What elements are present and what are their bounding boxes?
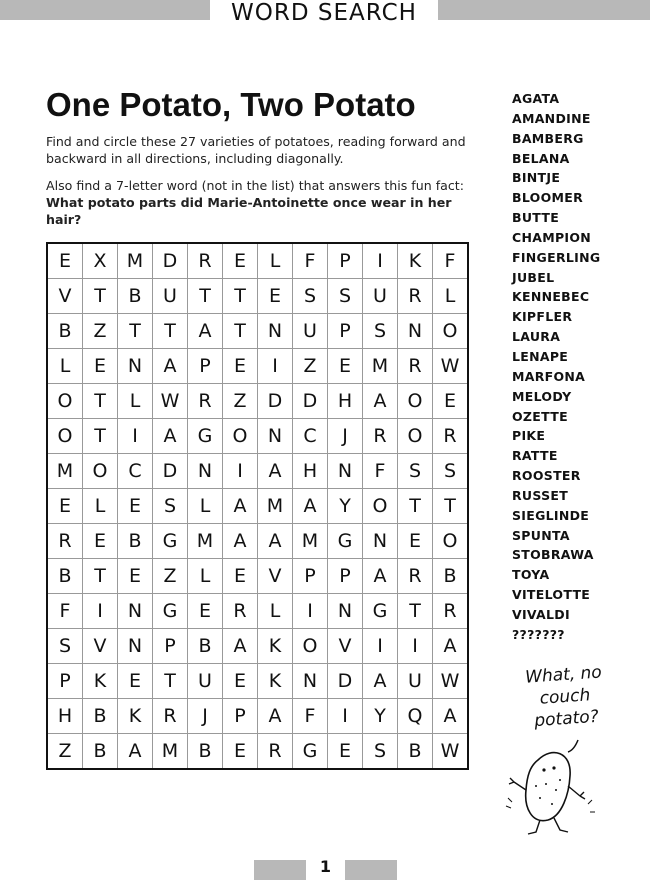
grid-cell[interactable]: T [83,279,117,313]
grid-cell[interactable]: Q [398,699,432,733]
grid-cell[interactable]: B [48,559,82,593]
grid-cell[interactable]: A [223,489,257,523]
grid-cell[interactable]: N [188,454,222,488]
grid-cell[interactable]: N [293,664,327,698]
grid-cell[interactable]: W [433,734,467,768]
grid-cell[interactable]: I [293,594,327,628]
grid-cell[interactable]: E [223,664,257,698]
grid-cell[interactable]: E [48,244,82,278]
instructions: Find and circle these 27 varieties of potatoes, reading forward and backward in all directions, including diagonally. [46,134,466,166]
grid-cell[interactable]: J [188,699,222,733]
grid-cell[interactable]: I [118,419,152,453]
grid-cell[interactable]: P [293,559,327,593]
grid-cell[interactable]: N [258,314,292,348]
grid-cell[interactable]: G [363,594,397,628]
caption-line: couch [539,685,591,709]
word-list-item: KIPFLER [512,309,573,325]
grid-cell[interactable]: P [188,349,222,383]
grid-cell[interactable]: X [83,244,117,278]
grid-cell[interactable]: L [188,559,222,593]
grid-cell[interactable]: B [188,629,222,663]
grid-cell[interactable]: I [223,454,257,488]
grid-cell[interactable]: O [398,419,432,453]
grid-cell[interactable]: P [328,314,362,348]
grid-cell[interactable]: N [118,594,152,628]
grid-cell[interactable]: S [48,629,82,663]
grid-cell[interactable]: F [363,454,397,488]
header-bar-right [438,0,650,20]
grid-cell[interactable]: V [328,629,362,663]
grid-cell[interactable]: K [258,629,292,663]
grid-cell[interactable]: E [223,349,257,383]
grid-cell[interactable]: T [398,594,432,628]
word-list-item: BINTJE [512,170,561,186]
grid-cell[interactable]: N [328,454,362,488]
word-list-item: SPUNTA [512,527,570,543]
grid-cell[interactable]: R [153,699,187,733]
grid-cell[interactable]: T [433,489,467,523]
grid-cell[interactable]: N [258,419,292,453]
grid-cell[interactable]: G [293,734,327,768]
grid-cell[interactable]: V [83,629,117,663]
word-list-item: LAURA [512,329,561,345]
grid-cell[interactable]: E [258,279,292,313]
grid-cell[interactable]: L [258,594,292,628]
grid-cell[interactable]: L [48,349,82,383]
grid-cell[interactable]: I [363,629,397,663]
word-list-item: BELANA [512,150,570,166]
grid-cell[interactable]: L [433,279,467,313]
grid-cell[interactable]: I [398,629,432,663]
grid-cell[interactable]: O [363,489,397,523]
word-list-item: CHAMPION [512,229,592,245]
grid-cell[interactable]: M [188,524,222,558]
grid-cell[interactable]: P [48,664,82,698]
grid-cell[interactable]: F [293,699,327,733]
word-list-item: PIKE [512,428,546,444]
grid-cell[interactable]: T [118,314,152,348]
grid-cell[interactable]: L [118,384,152,418]
grid-cell[interactable]: A [258,699,292,733]
word-list-item: ROOSTER [512,468,581,484]
grid-cell[interactable]: E [223,734,257,768]
grid-cell[interactable]: A [118,734,152,768]
header-bar-left [0,0,210,20]
letter-grid [46,242,469,770]
grid-cell[interactable]: T [223,314,257,348]
grid-cell[interactable]: V [48,279,82,313]
grid-cell[interactable]: I [83,594,117,628]
grid-cell[interactable]: A [153,349,187,383]
grid-cell[interactable]: U [153,279,187,313]
grid-cell[interactable]: O [223,419,257,453]
grid-cell[interactable]: R [188,244,222,278]
word-list-item: KENNEBEC [512,289,590,305]
grid-cell[interactable]: A [188,314,222,348]
grid-cell[interactable]: S [433,454,467,488]
grid-cell[interactable]: B [398,734,432,768]
grid-cell[interactable]: N [118,629,152,663]
grid-cell[interactable]: F [293,244,327,278]
grid-cell[interactable]: A [258,454,292,488]
grid-cell[interactable]: R [398,279,432,313]
footer-bar-right [345,860,397,880]
word-list-item: MELODY [512,388,572,404]
grid-cell[interactable]: P [223,699,257,733]
grid-cell[interactable]: O [433,524,467,558]
grid-cell[interactable]: U [363,279,397,313]
grid-cell[interactable]: G [188,419,222,453]
grid-cell[interactable]: B [188,734,222,768]
grid-cell[interactable]: N [363,524,397,558]
word-list-item: JUBEL [512,269,555,285]
grid-cell[interactable]: K [83,664,117,698]
bonus-intro: Also find a 7-letter word (not in the list) that answers this fun fact: [46,178,464,193]
word-list-item: BLOOMER [512,190,584,206]
grid-cell[interactable]: T [398,489,432,523]
grid-cell[interactable]: O [433,314,467,348]
section-header: WORD SEARCH [231,0,417,26]
grid-cell[interactable]: S [363,734,397,768]
grid-cell[interactable]: R [48,524,82,558]
word-list-item: RATTE [512,448,558,464]
grid-cell[interactable]: Z [48,734,82,768]
grid-cell[interactable]: U [293,314,327,348]
grid-cell[interactable]: O [398,384,432,418]
potato-cartoon-icon [500,738,610,838]
grid-cell[interactable]: B [48,314,82,348]
grid-cell[interactable]: M [48,454,82,488]
grid-cell[interactable]: E [398,524,432,558]
grid-cell[interactable]: S [398,454,432,488]
grid-cell[interactable]: A [293,489,327,523]
grid-cell[interactable]: R [188,384,222,418]
caption-line: potato? [533,706,600,732]
grid-cell[interactable]: E [328,349,362,383]
word-list-item: AGATA [512,91,560,106]
word-list-item: RUSSET [512,487,569,503]
grid-cell[interactable]: L [258,244,292,278]
grid-cell[interactable]: O [83,454,117,488]
grid-cell[interactable]: E [118,664,152,698]
grid-cell[interactable]: B [83,734,117,768]
grid-cell[interactable]: A [153,419,187,453]
grid-cell[interactable]: H [328,384,362,418]
grid-cell[interactable]: H [293,454,327,488]
grid-cell[interactable]: T [153,664,187,698]
grid-cell[interactable]: Z [223,384,257,418]
word-list [512,89,600,645]
grid-cell[interactable]: O [48,419,82,453]
grid-cell[interactable]: F [48,594,82,628]
grid-cell[interactable]: F [433,244,467,278]
grid-cell[interactable]: A [363,664,397,698]
grid-cell[interactable]: E [118,489,152,523]
grid-cell[interactable]: R [258,734,292,768]
grid-cell[interactable]: C [293,419,327,453]
grid-cell[interactable]: S [363,314,397,348]
grid-cell[interactable]: S [153,489,187,523]
grid-cell[interactable]: E [223,244,257,278]
grid-cell[interactable]: E [83,524,117,558]
grid-cell[interactable]: A [363,559,397,593]
grid-cell[interactable]: T [153,314,187,348]
grid-cell[interactable]: W [433,349,467,383]
grid-cell[interactable]: T [83,384,117,418]
grid-cell[interactable]: E [118,559,152,593]
word-list-item: FINGERLING [512,249,601,265]
grid-cell[interactable]: B [433,559,467,593]
grid-cell[interactable]: I [328,699,362,733]
grid-cell[interactable]: A [223,629,257,663]
grid-cell[interactable]: T [223,279,257,313]
grid-cell[interactable]: E [48,489,82,523]
grid-cell[interactable]: B [83,699,117,733]
grid-cell[interactable]: P [328,244,362,278]
grid-cell[interactable]: I [258,349,292,383]
footer-bar-left [254,860,306,880]
grid-cell[interactable]: U [188,664,222,698]
grid-cell[interactable]: H [48,699,82,733]
grid-cell[interactable]: W [433,664,467,698]
grid-cell[interactable]: A [258,524,292,558]
grid-cell[interactable]: Z [153,559,187,593]
grid-cell[interactable]: J [328,419,362,453]
grid-cell[interactable]: N [118,349,152,383]
word-list-item: STOBRAWA [512,547,594,563]
word-list-item: TOYA [512,567,550,583]
grid-cell[interactable]: K [118,699,152,733]
grid-cell[interactable]: T [188,279,222,313]
grid-cell[interactable]: A [363,384,397,418]
grid-cell[interactable]: R [398,349,432,383]
grid-cell[interactable]: A [433,699,467,733]
grid-cell[interactable]: D [293,384,327,418]
grid-cell[interactable]: M [293,524,327,558]
grid-cell[interactable]: Y [363,699,397,733]
grid-cell[interactable]: D [258,384,292,418]
grid-cell[interactable]: G [328,524,362,558]
grid-cell[interactable]: C [118,454,152,488]
puzzle-title: One Potato, Two Potato [46,86,416,123]
grid-cell[interactable]: R [398,559,432,593]
grid-cell[interactable]: P [328,559,362,593]
word-list-item: BAMBERG [512,130,584,146]
bonus-question: What potato parts did Marie-Antoinette once wear in her hair? [46,195,452,227]
grid-cell[interactable]: W [153,384,187,418]
word-list-item: VIVALDI [512,606,570,622]
grid-cell[interactable]: A [433,629,467,663]
word-list-item: VITELOTTE [512,587,591,603]
grid-cell[interactable]: S [328,279,362,313]
word-list-item: LENAPE [512,348,569,364]
word-list-item: AMANDINE [512,110,591,126]
grid-cell[interactable]: O [48,384,82,418]
page-number: 1 [319,857,332,876]
grid-cell[interactable]: M [258,489,292,523]
word-list-item: OZETTE [512,408,568,424]
grid-cell[interactable]: R [363,419,397,453]
grid-cell[interactable]: D [328,664,362,698]
grid-cell[interactable]: T [83,559,117,593]
grid-cell[interactable]: E [328,734,362,768]
grid-cell[interactable]: Z [83,314,117,348]
grid-cell[interactable]: P [153,629,187,663]
grid-cell[interactable]: B [118,279,152,313]
grid-cell[interactable]: A [223,524,257,558]
grid-cell[interactable]: D [153,454,187,488]
grid-cell[interactable]: S [293,279,327,313]
grid-cell[interactable]: R [223,594,257,628]
grid-cell[interactable]: E [188,594,222,628]
grid-cell[interactable]: K [398,244,432,278]
grid-cell[interactable]: V [258,559,292,593]
grid-cell[interactable]: R [433,594,467,628]
grid-cell[interactable]: Y [328,489,362,523]
grid-cell[interactable]: U [398,664,432,698]
grid-cell[interactable]: M [118,244,152,278]
grid-cell[interactable]: E [83,349,117,383]
grid-cell[interactable]: G [153,524,187,558]
cartoon-caption [508,660,622,734]
grid-cell[interactable]: G [153,594,187,628]
grid-cell[interactable]: N [328,594,362,628]
grid-cell[interactable]: T [83,419,117,453]
grid-cell[interactable]: E [223,559,257,593]
grid-cell[interactable]: M [363,349,397,383]
grid-cell[interactable]: Z [293,349,327,383]
word-list-item: ??????? [512,626,565,642]
grid-cell[interactable]: L [188,489,222,523]
bonus-instructions [46,177,486,228]
grid-cell[interactable]: N [398,314,432,348]
grid-cell[interactable]: I [363,244,397,278]
grid-cell[interactable]: O [293,629,327,663]
grid-cell[interactable]: R [433,419,467,453]
word-list-item: SIEGLINDE [512,507,590,523]
word-list-item: BUTTE [512,210,560,226]
grid-cell[interactable]: M [153,734,187,768]
grid-cell[interactable]: L [83,489,117,523]
word-list-item: MARFONA [512,368,586,384]
grid-cell[interactable]: D [153,244,187,278]
grid-cell[interactable]: E [433,384,467,418]
grid-cell[interactable]: B [118,524,152,558]
caption-line: What, no [524,662,603,688]
grid-cell[interactable]: K [258,664,292,698]
